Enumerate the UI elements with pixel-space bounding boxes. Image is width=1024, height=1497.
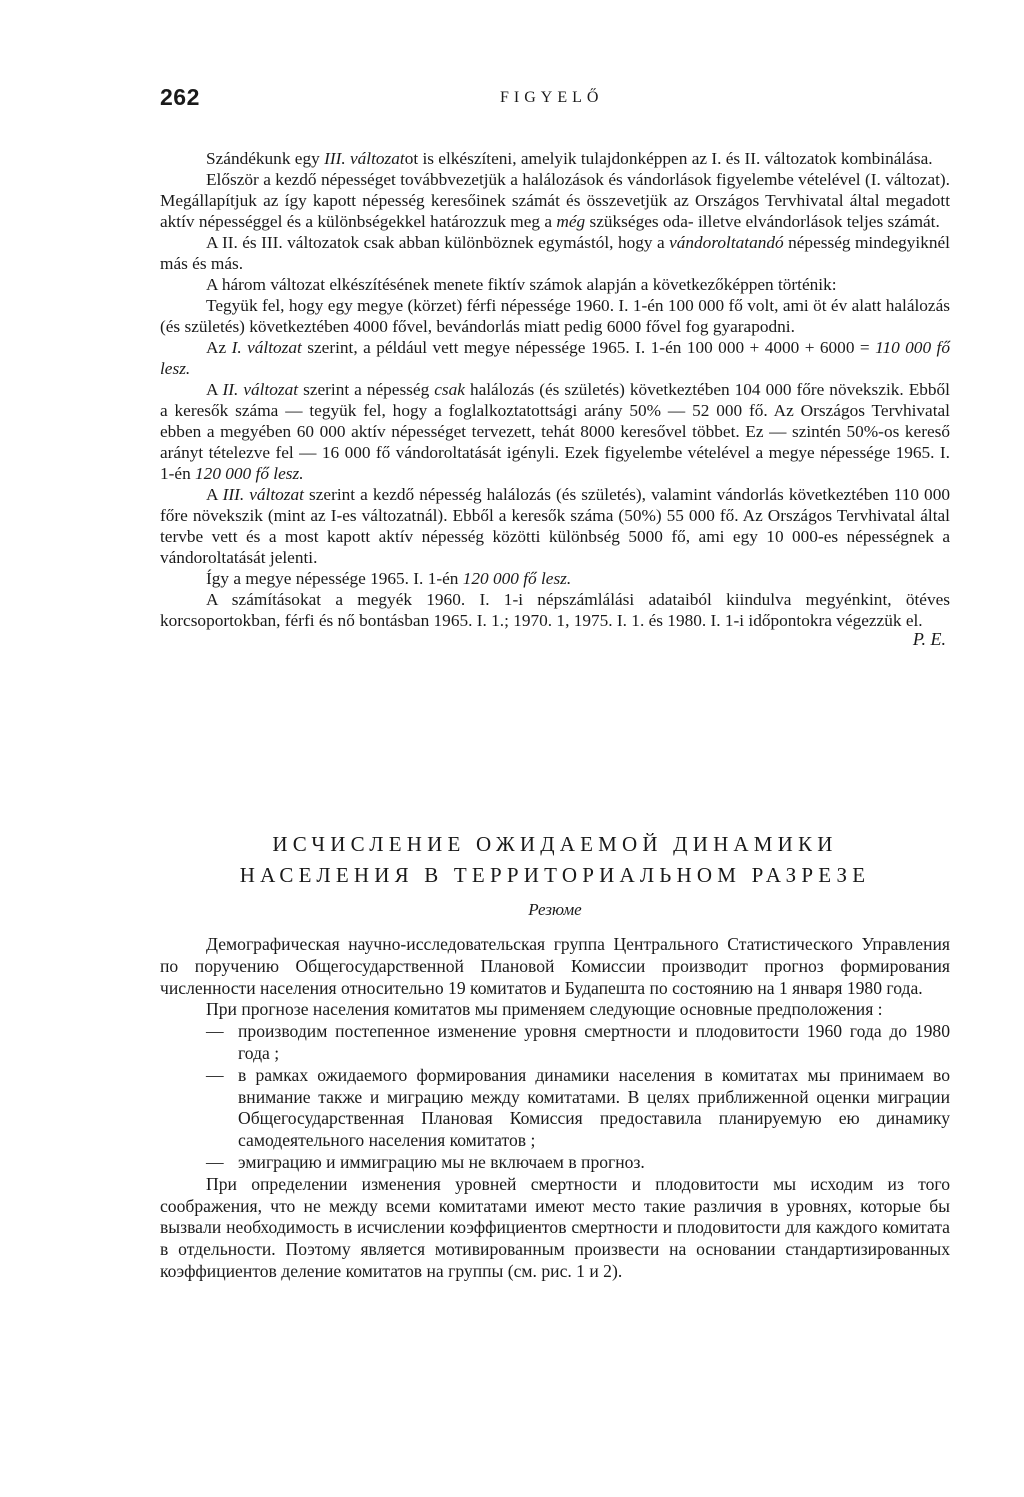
dash-marker: — — [206, 1064, 224, 1085]
hungarian-section — [160, 148, 950, 650]
ru-assumptions-list — [160, 1021, 950, 1174]
ru-paragraph-2: При прогнозе населения комитатов мы применяем следующие основные предположения : — [206, 999, 883, 1020]
hu-paragraph-8: A III. változat szerint a kezdő népesség halálozás (és születés), valamint vándorlás következtében 110 000 főre növekszik (mint az I-es változatnál). Ebből a keresők száma (50%) 55 000 fő. Az Országos Tervhivatal által tervbe vett és a most kapott aktív népesség közötti különbség 5000 fő, ami egy 10 000-es népességnek a vándoroltatását jelenti. — [160, 485, 950, 567]
hu-paragraph-2: Először a kezdő népességet továbbvezetjük a halálozások és vándorlások figyelembe vételével (I. változat). Megállapítjuk az így kapott népesség keresőinek számát és összevetjük az Országos Tervhivatal által megadott aktív népességgel és a különbségekkel határozzuk meg a még szükséges oda- illetve elvándorlások teljes számát. — [160, 170, 950, 231]
running-title: FIGYELŐ — [500, 89, 604, 106]
page-header — [160, 84, 950, 114]
page-number: 262 — [160, 84, 200, 110]
hu-paragraph-9: Így a megye népessége 1965. I. 1-én 120 000 fő lesz. — [206, 569, 572, 588]
hu-paragraph-5: Tegyük fel, hogy egy megye (körzet) férfi népessége 1960. I. 1-én 100 000 fő volt, ami öt év alatt halálozás (és születés) következtében 4000 fővel, bevándorlás miatt pedig 6000 fővel fog gyarapodni. — [160, 296, 950, 336]
list-item: — производим постепенное изменение уровня смертности и плодовитости 1960 года до 1980 года ; — [206, 1021, 950, 1063]
russian-section — [160, 934, 950, 1283]
hu-paragraph-4: A három változat elkészítésének menete fiktív számok alapján a következőképpen történik: — [206, 275, 837, 294]
russian-title — [160, 829, 950, 891]
resume-label: Резюме — [528, 900, 582, 919]
author-signature: P. E. — [912, 629, 946, 649]
list-item: — в рамках ожидаемого формирования динамики населения в комитатах мы принимаем во внимание также и миграцию между комитатами. В целях приближенной оценки миграции Общегосударственная Плановая Комиссия предоставила планируемую ею динамику самодеятельного населения комитатов ; — [206, 1064, 950, 1151]
ru-paragraph-1: Демографическая научно-исследовательская группа Центрального Статистического Управления по поручению Общегосударственной Плановой Комиссии производит прогноз формирования численности населения относительно 19 комитатов и Будапешта по состоянию на 1 января 1980 года. — [160, 934, 950, 998]
hu-paragraph-7: A II. változat szerint a népesség csak halálozás (és születés) következtében 104 000 főre növekszik. Ebből a keresők száma — tegyük fel, hogy a foglalkoztatottsági arány 50% — 52 000 fő. Az Országos Tervhivatal ebben a megyében 60 000 aktív népességet tervezett, tehát 8000 keresővel többet. Ez — szintén 50%-os kereső arányt tételezve fel — 16 000 fő vándoroltatását igényli. Ezek figyelembe vételével a megye népessége 1965. I. 1-én 120 000 fő lesz. — [160, 380, 950, 483]
hu-paragraph-1: Szándékunk egy III. változatot is elkészíteni, amelyik tulajdonképpen az I. és II. változatok kombinálása. — [206, 149, 933, 168]
hu-paragraph-10: A számításokat a megyék 1960. I. 1-i népszámlálási adataiból kiindulva megyénkint, ötéves korcsoportokban, férfi és nő bontásban 1965. I. 1.; 1970. 1, 1975. I. 1. és 1980. I. 1-i időpontokra végezzük el. — [160, 590, 950, 630]
russian-title-line-1: ИСЧИСЛЕНИЕ ОЖИДАЕМОЙ ДИНАМИКИ — [272, 832, 838, 856]
list-item: — эмиграцию и иммиграцию мы не включаем в прогноз. — [206, 1151, 645, 1172]
dash-marker: — — [206, 1021, 224, 1042]
russian-title-line-2: НАСЕЛЕНИЯ В ТЕРРИТОРИАЛЬНОМ РАЗРЕЗЕ — [239, 863, 871, 887]
dash-marker: — — [206, 1151, 224, 1172]
hu-paragraph-3: A II. és III. változatok csak abban különböznek egymástól, hogy a vándoroltatandó népesség mindegyiknél más és más. — [160, 233, 950, 273]
hu-paragraph-6: Az I. változat szerint, a például vett megye népessége 1965. I. 1-én 100 000 + 4000 + 6000 = 110 000 fő lesz. — [160, 338, 950, 378]
ru-paragraph-3: При определении изменения уровней смертности и плодовитости мы исходим из того соображения, что не между всеми комитатами имеют место такие различия в уровнях, которые бы вызвали необходимость в исчислении коэффициентов смертности и плодовитости для каждого комитата в отдельности. Поэтому является мотивированным произвести на основании стандартизированных коэффициентов деление комитатов на группы (см. рис. 1 и 2). — [160, 1173, 950, 1281]
